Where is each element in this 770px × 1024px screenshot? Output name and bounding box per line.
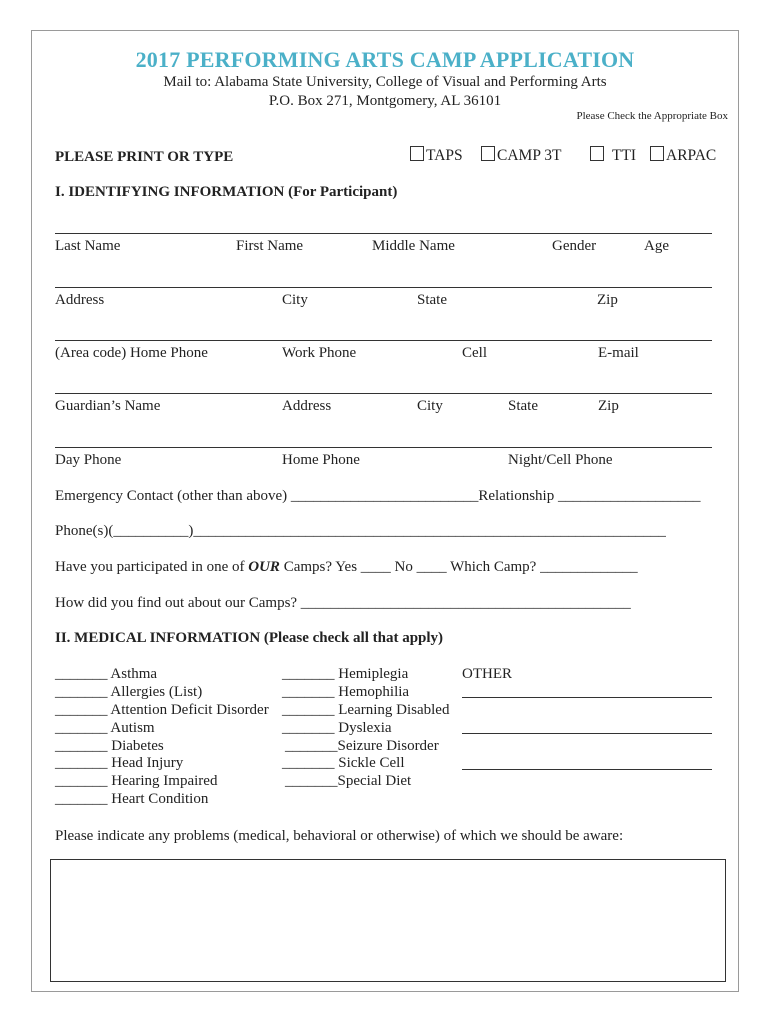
other-line-2[interactable] — [462, 733, 712, 734]
guardian-home-phone-label: Home Phone — [282, 452, 360, 468]
gender-label: Gender — [552, 238, 597, 254]
section2-heading: II. MEDICAL INFORMATION (Please check all that apply) — [55, 630, 444, 646]
camp-option-camp3t[interactable] — [481, 146, 561, 165]
participated-emphasis: OUR — [248, 559, 280, 575]
night-cell-phone-label: Night/Cell Phone — [508, 452, 613, 468]
section1-heading: I. IDENTIFYING INFORMATION (For Participant) — [55, 184, 398, 200]
guardian-state-label: State — [508, 398, 538, 414]
medical-asthma[interactable]: _______ Asthma — [55, 666, 158, 682]
work-phone-label: Work Phone — [282, 345, 357, 361]
participated-text-c: Camps? Yes ____ No ____ Which Camp? _____________ — [279, 559, 638, 575]
guardian-line[interactable] — [55, 393, 712, 394]
first-name-label: First Name — [236, 238, 304, 254]
form-page-border — [31, 30, 739, 992]
arpac-label: ARPAC — [666, 147, 717, 164]
address-label: Address — [55, 292, 105, 308]
other-line-1[interactable] — [462, 697, 712, 698]
camp-option-arpac[interactable] — [650, 146, 716, 165]
participant-phone-line[interactable] — [55, 340, 712, 341]
check-box-note: Please Check the Appropriate Box — [576, 110, 728, 122]
tti-label: TTI — [612, 147, 637, 164]
city-label: City — [282, 292, 308, 308]
email-label: E-mail — [598, 345, 639, 361]
taps-label: TAPS — [426, 147, 463, 164]
medical-add[interactable]: _______ Attention Deficit Disorder — [55, 702, 269, 718]
guardian-zip-label: Zip — [598, 398, 619, 414]
participated-question[interactable] — [55, 559, 638, 576]
medical-hemiplegia[interactable]: _______ Hemiplegia — [282, 666, 409, 682]
print-or-type-label: PLEASE PRINT OR TYPE — [55, 149, 234, 165]
medical-hearing-impaired[interactable]: _______ Hearing Impaired — [55, 773, 218, 789]
state-label: State — [417, 292, 447, 308]
camp3t-checkbox[interactable] — [481, 146, 495, 161]
found-out-field[interactable]: How did you find out about our Camps? ____________________________________________ — [55, 595, 631, 611]
zip-label: Zip — [597, 292, 618, 308]
other-line-3[interactable] — [462, 769, 712, 770]
guardian-city-label: City — [417, 398, 443, 414]
middle-name-label: Middle Name — [372, 238, 455, 254]
medical-hemophilia[interactable]: _______ Hemophilia — [282, 684, 410, 700]
medical-heart-condition[interactable]: _______ Heart Condition — [55, 791, 209, 807]
medical-special-diet[interactable]: _______Special Diet — [285, 773, 412, 789]
guardian-address-label: Address — [282, 398, 332, 414]
home-phone-label: (Area code) Home Phone — [55, 345, 208, 361]
medical-learning-disabled[interactable]: _______ Learning Disabled — [282, 702, 450, 718]
day-phone-label: Day Phone — [55, 452, 122, 468]
medical-diabetes[interactable]: _______ Diabetes — [55, 738, 164, 754]
tti-checkbox[interactable] — [590, 146, 604, 161]
camp-option-tti[interactable] — [590, 146, 636, 165]
medical-dyslexia[interactable]: _______ Dyslexia — [282, 720, 392, 736]
participated-text-a: Have you participated in one of — [55, 559, 249, 575]
cell-label: Cell — [462, 345, 487, 361]
mailing-address: P.O. Box 271, Montgomery, AL 36101 — [268, 93, 502, 109]
guardian-phone-line[interactable] — [55, 447, 712, 448]
problems-prompt: Please indicate any problems (medical, behavioral or otherwise) of which we should be aware: — [55, 828, 624, 844]
medical-head-injury[interactable]: _______ Head Injury — [55, 755, 184, 771]
participant-name-line[interactable] — [55, 233, 712, 234]
problems-textarea[interactable] — [50, 859, 726, 982]
camp-option-taps[interactable] — [410, 146, 463, 165]
medical-allergies[interactable]: _______ Allergies (List) — [55, 684, 203, 700]
age-label: Age — [644, 238, 669, 254]
medical-autism[interactable]: _______ Autism — [55, 720, 155, 736]
medical-seizure-disorder[interactable]: _______Seizure Disorder — [285, 738, 439, 754]
form-title: 2017 PERFORMING ARTS CAMP APPLICATION — [135, 47, 635, 72]
other-label: OTHER — [462, 666, 512, 682]
guardian-name-label: Guardian’s Name — [55, 398, 161, 414]
participant-address-line[interactable] — [55, 287, 712, 288]
last-name-label: Last Name — [55, 238, 121, 254]
medical-sickle-cell[interactable]: _______ Sickle Cell — [282, 755, 405, 771]
emergency-contact-field[interactable]: Emergency Contact (other than above) _________________________Relationship ___________________ — [55, 488, 701, 504]
camp3t-label: CAMP 3T — [497, 147, 562, 164]
mail-to-line: Mail to: Alabama State University, College of Visual and Performing Arts — [163, 74, 607, 90]
taps-checkbox[interactable] — [410, 146, 424, 161]
arpac-checkbox[interactable] — [650, 146, 664, 161]
phones-field[interactable]: Phone(s)(__________)_______________________________________________________________ — [55, 523, 666, 539]
